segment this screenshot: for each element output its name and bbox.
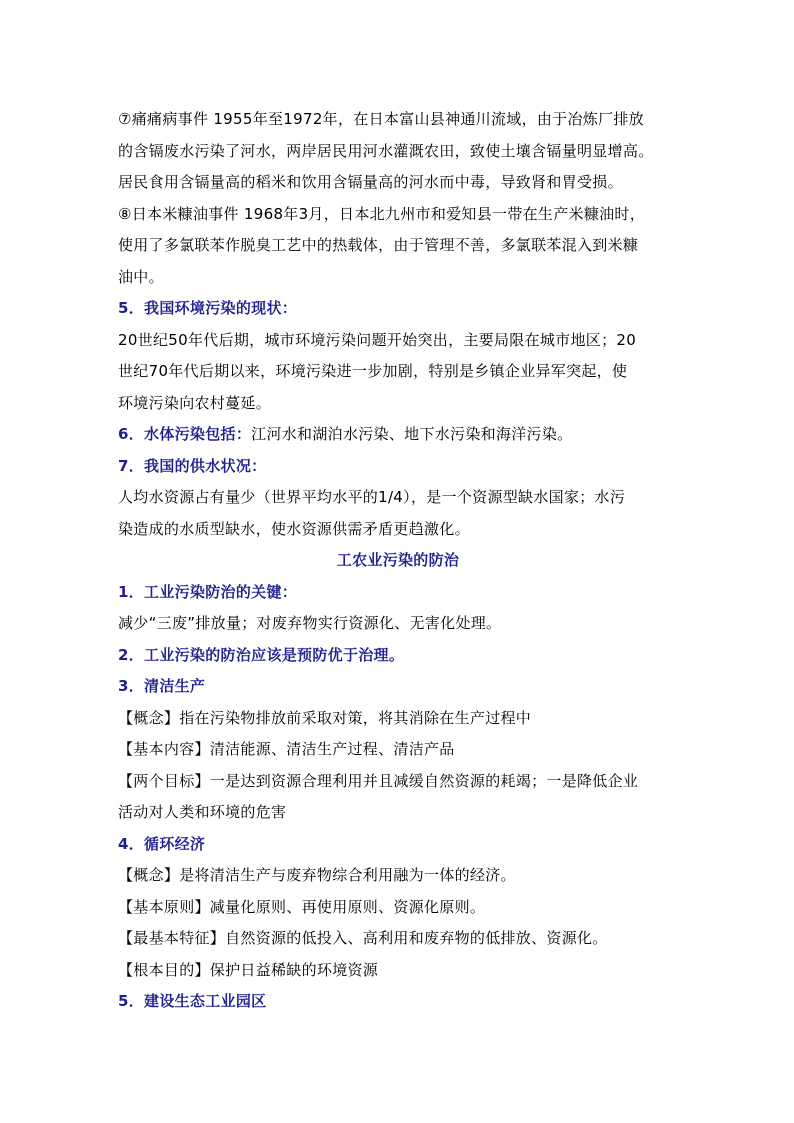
paragraph-pollution-status-line-1: 20世纪50年代后期，城市环境污染问题开始突出，主要局限在城市地区；20 bbox=[118, 330, 637, 349]
circular-economy-features: 【最基本特征】自然资源的低投入、高利用和废弃物的低排放、资源化。 bbox=[118, 929, 608, 947]
heading-circular-economy: 4．循环经济 bbox=[118, 834, 206, 853]
paragraph-pollution-status-line-3: 环境污染向农村蔓延。 bbox=[118, 393, 272, 412]
heading-water-pollution: 6．水体污染包括： bbox=[118, 425, 252, 443]
clean-production-content: 【基本内容】清洁能源、清洁生产过程、清洁产品 bbox=[118, 740, 455, 758]
water-pollution-line bbox=[118, 419, 678, 451]
circular-economy-purpose: 【根本目的】保护日益稀缺的环境资源 bbox=[118, 960, 379, 979]
clean-production-goals-line-2: 活动对人类和环境的危害 bbox=[118, 803, 287, 821]
circular-economy-concept: 【概念】是将清洁生产与废弃物综合利用融为一体的经济。 bbox=[118, 866, 516, 884]
heading-industrial-key: 1．工业污染防治的关键： bbox=[118, 582, 298, 601]
paragraph-water-supply-line-1: 人均水资源占有量少（世界平均水平的1/4），是一个资源型缺水国家；水污 bbox=[118, 488, 626, 506]
paragraph-water-supply-line-2: 染造成的水质型缺水，使水资源供需矛盾更趋激化。 bbox=[118, 519, 470, 538]
paragraph-rice-oil-line-3: 油中。 bbox=[118, 267, 164, 286]
document-page bbox=[118, 104, 678, 1018]
paragraph-rice-oil-line-2: 使用了多氯联苯作脱臭工艺中的热载体，由于管理不善，多氯联苯混入到米糠 bbox=[118, 236, 639, 254]
circular-economy-principles: 【基本原则】减量化原则、再使用原则、资源化原则。 bbox=[118, 897, 486, 916]
heading-prevention: 2．工业污染的防治应该是预防优于治理。 bbox=[118, 645, 405, 664]
paragraph-itai-itai-line-3: 居民食用含镉量高的稻米和饮用含镉量高的河水而中毒，导致肾和胃受损。 bbox=[118, 173, 623, 191]
water-pollution-text: 江河水和湖泊水污染、地下水污染和海洋污染。 bbox=[251, 425, 573, 443]
paragraph-industrial-key: 减少“三废”排放量；对废弃物实行资源化、无害化处理。 bbox=[118, 614, 502, 632]
paragraph-rice-oil-line-1: ⑧日本米糠油事件 1968年3月，日本北九州市和爱知县一带在生产米糠油时， bbox=[118, 204, 646, 223]
clean-production-concept: 【概念】指在污染物排放前采取对策，将其消除在生产过程中 bbox=[118, 708, 532, 727]
section-title-pollution-control: 工农业污染的防治 bbox=[336, 551, 460, 569]
clean-production-goals-line-1: 【两个目标】一是达到资源合理利用并且减缓自然资源的耗竭；一是降低企业 bbox=[118, 771, 639, 790]
paragraph-itai-itai-line-2: 的含镉废水污染了河水，两岸居民用河水灌溉农田，致使土壤含镉量明显增高。 bbox=[118, 141, 654, 160]
heading-pollution-status: 5．我国环境污染的现状： bbox=[118, 299, 298, 317]
heading-eco-industrial-park: 5．建设生态工业园区 bbox=[118, 992, 267, 1010]
paragraph-pollution-status-line-2: 世纪70年代后期以来，环境污染进一步加剧，特别是乡镇企业异军突起，使 bbox=[118, 362, 628, 380]
paragraph-itai-itai-line-1: ⑦痛痛病事件 1955年至1972年，在日本富山县神通川流域，由于冶炼厂排放 bbox=[118, 110, 644, 128]
heading-water-supply: 7．我国的供水状况： bbox=[118, 456, 267, 475]
heading-clean-production: 3．清洁生产 bbox=[118, 677, 206, 695]
